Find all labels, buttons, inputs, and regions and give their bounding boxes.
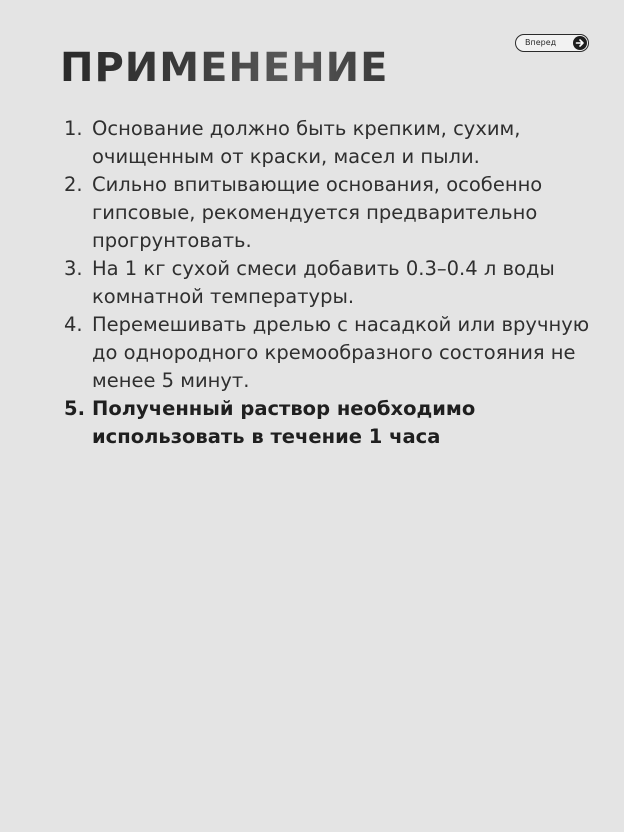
- step-number: 5.: [64, 397, 85, 420]
- step-text: Сильно впитывающие основания, особенно гипсовые, рекомендуется предварительно прогрунтовать.: [92, 173, 543, 252]
- list-item: [64, 171, 609, 255]
- next-button[interactable]: [515, 34, 589, 52]
- step-number: 4.: [64, 313, 83, 336]
- list-item: [64, 115, 609, 171]
- instructions-list: [64, 115, 609, 451]
- next-button-label: Вперед: [525, 38, 557, 47]
- list-item: [64, 311, 609, 395]
- list-item: [64, 255, 609, 311]
- step-text: На 1 кг сухой смеси добавить 0.3–0.4 л воды комнатной температуры.: [92, 257, 555, 308]
- page-title: ПРИМЕНЕНИЕ: [60, 40, 388, 96]
- arrow-right-icon: [573, 36, 587, 50]
- step-number: 2.: [64, 173, 83, 196]
- step-text: Основание должно быть крепким, сухим, очищенным от краски, масел и пыли.: [92, 117, 521, 168]
- step-number: 1.: [64, 117, 83, 140]
- step-text: Полученный раствор необходимо использовать в течение 1 часа: [92, 397, 476, 448]
- list-item: [64, 395, 609, 451]
- step-text: Перемешивать дрелью с насадкой или вручную до однородного кремообразного состояния не менее 5 минут.: [92, 313, 590, 392]
- step-number: 3.: [64, 257, 83, 280]
